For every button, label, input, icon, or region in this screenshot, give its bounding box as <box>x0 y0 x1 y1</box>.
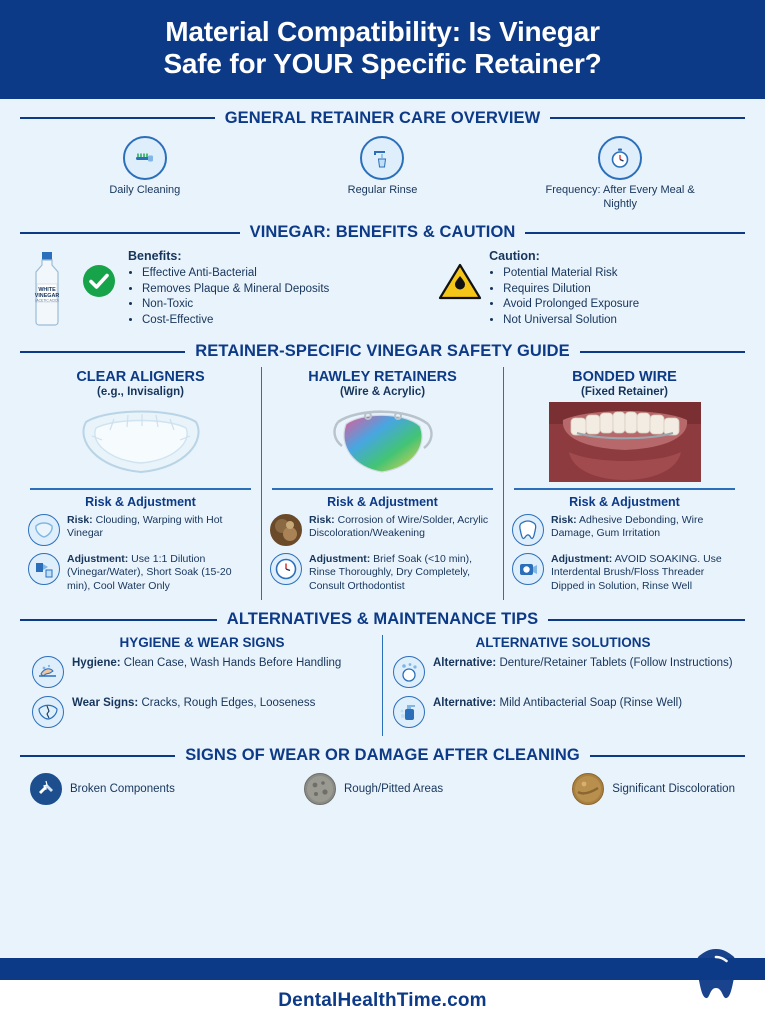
vinegar-heading-row <box>20 223 745 242</box>
sign-item-rough-pitted <box>304 773 443 805</box>
overview-item-frequency <box>530 136 710 212</box>
risk-text <box>309 514 495 541</box>
risk-row <box>512 514 737 546</box>
stopwatch-icon <box>598 136 642 180</box>
alternative-solutions-column <box>382 635 743 736</box>
caution-list <box>489 266 741 328</box>
sign-item-label: Broken Components <box>70 783 175 796</box>
hygiene-text <box>72 656 341 671</box>
risk-adjustment-heading: Risk & Adjustment <box>569 494 680 509</box>
effervescent-tablet-icon <box>393 656 425 688</box>
benefit-item: • Effective Anti-Bacterial <box>142 266 431 282</box>
alternatives-columns <box>0 633 765 736</box>
pouring-water-icon <box>28 553 60 585</box>
bonded-wire-photo <box>512 400 737 484</box>
page-title <box>24 16 741 81</box>
guide-column-hawley-retainers <box>261 367 503 600</box>
cracked-retainer-icon <box>32 696 64 728</box>
clear-aligner-tray-art <box>28 400 253 484</box>
rule-right <box>548 619 745 621</box>
guide-column-clear-aligners <box>20 367 261 600</box>
hygiene-row <box>32 656 372 688</box>
adjustment-value: Use 1:1 Dilution (Vinegar/Water), Short Soak (15-20 min), Cool Water Only <box>67 552 232 592</box>
rule-right <box>550 117 745 119</box>
adjustment-text <box>67 553 253 594</box>
page-header <box>0 0 765 99</box>
page-title-line1: Material Compatibility: Is Vinegar <box>165 16 600 47</box>
alternative-text <box>433 696 682 711</box>
rule-left <box>20 232 240 234</box>
footer-accent-bar <box>0 958 765 980</box>
wear-signs-label: Wear Signs: <box>72 697 139 710</box>
alternative-value: Denture/Retainer Tablets (Follow Instructions) <box>499 657 733 670</box>
column-divider <box>30 488 251 490</box>
overview-heading: GENERAL RETAINER CARE OVERVIEW <box>224 108 541 127</box>
overview-item-label: Frequency: After Every Meal & Nightly <box>545 183 695 210</box>
risk-label: Risk: <box>67 513 93 526</box>
column-subtitle: (e.g., Invisalign) <box>97 386 184 399</box>
adjustment-text <box>309 553 495 594</box>
benefits-list-block <box>128 248 431 328</box>
risk-adjustment-heading: Risk & Adjustment <box>327 494 438 509</box>
risk-label: Risk: <box>551 513 577 526</box>
caution-label: Caution: <box>489 249 540 264</box>
benefit-item: • Cost-Effective <box>142 313 431 329</box>
guide-heading-row <box>20 342 745 361</box>
risk-value: Corrosion of Wire/Solder, Acrylic Discoloration/Weakening <box>309 513 489 540</box>
adjustment-value: Brief Soak (<10 min), Rinse Thoroughly, Dry Completely, Consult Orthodontist <box>309 552 473 592</box>
tooth-icon <box>512 514 544 546</box>
caution-item: • Potential Material Risk <box>503 266 741 282</box>
rule-right <box>590 755 745 757</box>
alternatives-heading-row <box>20 610 745 629</box>
adjustment-label: Adjustment: <box>67 552 129 565</box>
page-footer <box>0 980 765 1024</box>
alternative-row <box>393 696 733 728</box>
clear-aligner-icon <box>28 514 60 546</box>
caution-item: • Not Universal Solution <box>503 313 741 329</box>
column-subtitle: (Wire & Acrylic) <box>339 386 426 399</box>
adjustment-text <box>551 553 737 594</box>
hygiene-label: Hygiene: <box>72 657 121 670</box>
toothbrush-icon <box>123 136 167 180</box>
alternative-label: Alternative: <box>433 657 497 670</box>
alternative-label: Alternative: <box>433 697 497 710</box>
pitted-surface-icon <box>304 773 336 805</box>
benefit-item: • Removes Plaque & Mineral Deposits <box>142 282 431 298</box>
risk-text <box>551 514 737 541</box>
caution-warning-badge <box>437 248 483 302</box>
benefits-check-badge <box>76 248 122 300</box>
overview-item-label: Daily Cleaning <box>109 183 181 196</box>
bottle-label-line2: VINEGAR <box>34 293 60 300</box>
column-title: BONDED WIRE <box>572 369 677 386</box>
hygiene-wear-column <box>22 635 382 736</box>
bottle-label-line3: (ACETIC ACID) <box>35 298 59 303</box>
overview-item-regular-rinse <box>292 136 472 198</box>
alternatives-column-title: ALTERNATIVE SOLUTIONS <box>475 635 651 651</box>
alternatives-heading: ALTERNATIVES & MAINTENANCE TIPS <box>226 610 539 629</box>
soap-bottle-icon <box>393 696 425 728</box>
rule-left <box>20 117 215 119</box>
faucet-glass-icon <box>360 136 404 180</box>
bottle-label-line1: WHITE <box>38 287 56 294</box>
sign-item-label: Rough/Pitted Areas <box>344 783 444 796</box>
adjustment-row <box>270 553 495 594</box>
hygiene-column-title: HYGIENE & WEAR SIGNS <box>119 635 285 651</box>
caution-item: • Requires Dilution <box>503 282 741 298</box>
risk-label: Risk: <box>309 513 335 526</box>
alternative-row <box>393 656 733 688</box>
signs-row <box>0 769 765 805</box>
alternative-value: Mild Antibacterial Soap (Rinse Well) <box>499 697 683 710</box>
risk-value: Adhesive Debonding, Wire Damage, Gum Irritation <box>551 513 704 540</box>
vinegar-row <box>0 246 765 332</box>
risk-row <box>270 514 495 546</box>
broken-part-icon <box>30 773 62 805</box>
overview-heading-row <box>20 109 745 128</box>
discoloration-icon <box>572 773 604 805</box>
risk-value: Clouding, Warping with Hot Vinegar <box>67 513 223 540</box>
hawley-retainer-art <box>270 400 495 484</box>
rule-right <box>525 232 745 234</box>
site-name: DentalHealthTime.com <box>278 990 487 1011</box>
overview-item-daily-cleaning <box>55 136 235 198</box>
wear-signs-row <box>32 696 372 728</box>
wear-signs-value: Cracks, Rough Edges, Looseness <box>141 697 316 710</box>
benefits-label: Benefits: <box>128 249 182 264</box>
overview-row <box>0 132 765 214</box>
guide-columns <box>0 365 765 600</box>
overview-item-label: Regular Rinse <box>347 183 418 196</box>
risk-adjustment-heading: Risk & Adjustment <box>85 494 196 509</box>
sign-item-label: Significant Discoloration <box>612 783 735 796</box>
sign-item-discoloration <box>572 773 735 805</box>
rule-left <box>20 619 217 621</box>
benefit-item: • Non-Toxic <box>142 297 431 313</box>
adjustment-label: Adjustment: <box>309 552 371 565</box>
caution-list-block <box>489 248 741 328</box>
signs-heading: SIGNS OF WEAR OR DAMAGE AFTER CLEANING <box>185 746 580 765</box>
column-title: CLEAR ALIGNERS <box>76 369 205 386</box>
clock-icon <box>270 553 302 585</box>
washing-hands-icon <box>32 656 64 688</box>
benefits-list <box>128 266 431 328</box>
rule-left <box>20 351 185 353</box>
column-divider <box>272 488 493 490</box>
caution-item: • Avoid Prolonged Exposure <box>503 297 741 313</box>
sign-item-broken-components <box>30 773 175 805</box>
corroded-metal-icon <box>270 514 302 546</box>
column-title: HAWLEY RETAINERS <box>308 369 457 386</box>
wear-signs-text <box>72 696 315 711</box>
hygiene-value: Clean Case, Wash Hands Before Handling <box>123 657 342 670</box>
alternative-text <box>433 656 733 671</box>
adjustment-row <box>512 553 737 594</box>
column-subtitle: (Fixed Retainer) <box>581 386 668 399</box>
adjustment-row <box>28 553 253 594</box>
guide-column-bonded-wire <box>503 367 745 600</box>
rule-left <box>20 755 175 757</box>
column-divider <box>514 488 735 490</box>
tooth-logo-icon <box>685 943 747 1010</box>
vinegar-heading: VINEGAR: BENEFITS & CAUTION <box>249 223 516 242</box>
risk-text <box>67 514 253 541</box>
vinegar-bottle-art <box>24 248 70 326</box>
adjustment-label: Adjustment: <box>551 552 613 565</box>
floss-threader-icon <box>512 553 544 585</box>
adjustment-value: AVOID SOAKING. Use Interdental Brush/Floss Threader Dipped in Solution, Rinse Well <box>551 552 722 592</box>
risk-row <box>28 514 253 546</box>
guide-heading: RETAINER-SPECIFIC VINEGAR SAFETY GUIDE <box>195 342 570 361</box>
page-title-line2: Safe for YOUR Specific Retainer? <box>163 48 602 80</box>
rule-right <box>580 351 745 353</box>
footer-spacer <box>0 805 765 958</box>
signs-heading-row <box>20 746 745 765</box>
